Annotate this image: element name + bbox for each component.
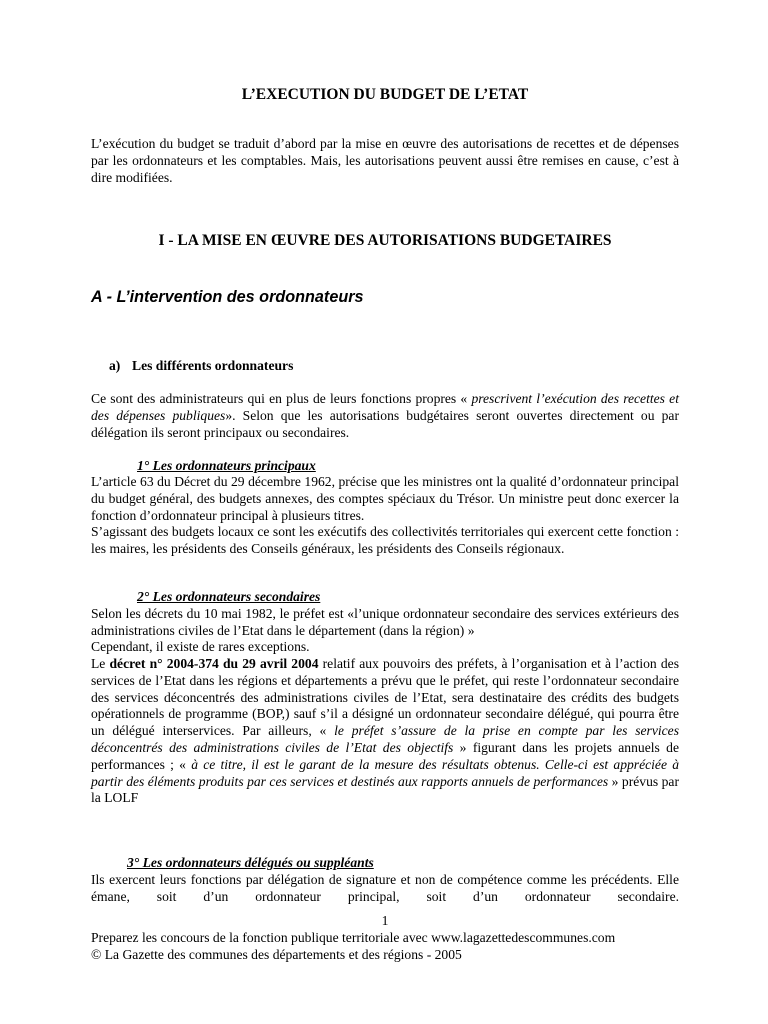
delegues-paragraph: Ils exercent leurs fonctions par délégation de signature et non de compétence comme les précédents. Elle émane, soit d’un ordonnateur principal, soit d’un ordonnateur secondaire.: [91, 872, 679, 904]
secondaires-paragraph-2: Cependant, il existe de rares exceptions.: [91, 639, 310, 654]
principaux-heading: 1° Les ordonnateurs principaux: [137, 458, 316, 473]
secondaires-paragraph-1: Selon les décrets du 10 mai 1982, le préfet est «l’unique ordonnateur secondaire des services extérieurs des administrations civiles de l’Etat dans le département (dans la région) »: [91, 606, 679, 638]
ordonnateurs-intro-quote: prescrivent l’exécution des recettes et des dépenses publiques: [91, 391, 679, 423]
decret-quote-1: le préfet s’assure de la prise en compte par les services déconcentrés des administrations civiles de l’Etat des objectifs: [91, 723, 679, 755]
part-1-heading: I - LA MISE EN ŒUVRE DES AUTORISATIONS BUDGETAIRES: [158, 232, 612, 249]
decret-text-start: Le: [91, 656, 110, 671]
decret-text-mid2: » figurant dans les projets annuels de performances ; «: [91, 739, 679, 772]
ordonnateurs-intro-text-1: Ce sont des administrateurs qui en plus de leurs fonctions propres «: [91, 391, 472, 406]
section-a-heading: A - L’intervention des ordonnateurs: [91, 288, 364, 306]
decret-text-mid: relatif aux pouvoirs des préfets, à l’organisation et à l’action des services de l’Etat dans les régions et départements a prévu que le préfet, qui reste l’ordonnateur secondaire des services déconcentrés des administrations civiles de l’Etat, sera destinataire des crédits des budgets opérationnels de programme (BOP,) sauf s’il a désigné un ordonnateur secondaire délégué, qui pourra être un délégué interservices. Par ailleurs, «: [91, 656, 679, 739]
secondaires-heading: 2° Les ordonnateurs secondaires: [137, 589, 321, 604]
secondaires-heading-row: [91, 589, 679, 606]
decret-reference: décret n° 2004-374 du 29 avril 2004: [109, 656, 319, 671]
secondaires-paragraph-3: [91, 656, 679, 807]
ordonnateurs-intro-text-2: ». Selon que les autorisations budgétaires seront ouvertes directement ou par délégation ils seront principaux ou secondaires.: [91, 407, 679, 440]
delegues-heading-row: [91, 855, 679, 872]
document-title: L’EXECUTION DU BUDGET DE L’ETAT: [241, 86, 529, 103]
principaux-heading-row: [91, 458, 679, 475]
delegues-heading: 3° Les ordonnateurs délégués ou suppléants: [127, 855, 374, 870]
ordonnateurs-intro-paragraph: [91, 391, 679, 441]
decret-text-end: » prévus par la LOLF: [91, 773, 679, 806]
page-number: 1: [381, 913, 389, 928]
decret-quote-2: à ce titre, il est le garant de la mesure des résultats obtenus. Celle-ci est appréciée à partir des éléments produits par ces services et destinés aux rapports annuels de performances: [91, 756, 679, 789]
subsection-a-heading: [91, 358, 679, 375]
subsection-a-marker: a): [109, 358, 121, 373]
footer-line-1: Preparez les concours de la fonction publique territoriale avec www.lagazettedescommunes.com: [91, 930, 616, 945]
document-page: [91, 0, 679, 1024]
principaux-paragraph-1: L’article 63 du Décret du 29 décembre 1962, précise que les ministres ont la qualité d’ordonnateur principal du budget général, des budgets annexes, des comptes spéciaux du Trésor. Un ministre peut donc exercer la fonction d’ordonnateur principal à plusieurs titres.: [91, 474, 679, 523]
principaux-paragraph-2: S’agissant des budgets locaux ce sont les exécutifs des collectivités territoriales qui exercent cette fonction : les maires, les présidents des Conseils généraux, les présidents des Conseils régionaux.: [91, 524, 679, 556]
intro-paragraph: L’exécution du budget se traduit d’abord par la mise en œuvre des autorisations de recettes et de dépenses par les ordonnateurs et les comptables. Mais, les autorisations peuvent aussi être remises en cause, c’est à dire modifiées.: [91, 136, 679, 185]
page-footer: [91, 930, 679, 964]
footer-line-2: © La Gazette des communes des départements et des régions - 2005: [91, 946, 462, 962]
subsection-a-label: Les différents ordonnateurs: [132, 358, 294, 373]
